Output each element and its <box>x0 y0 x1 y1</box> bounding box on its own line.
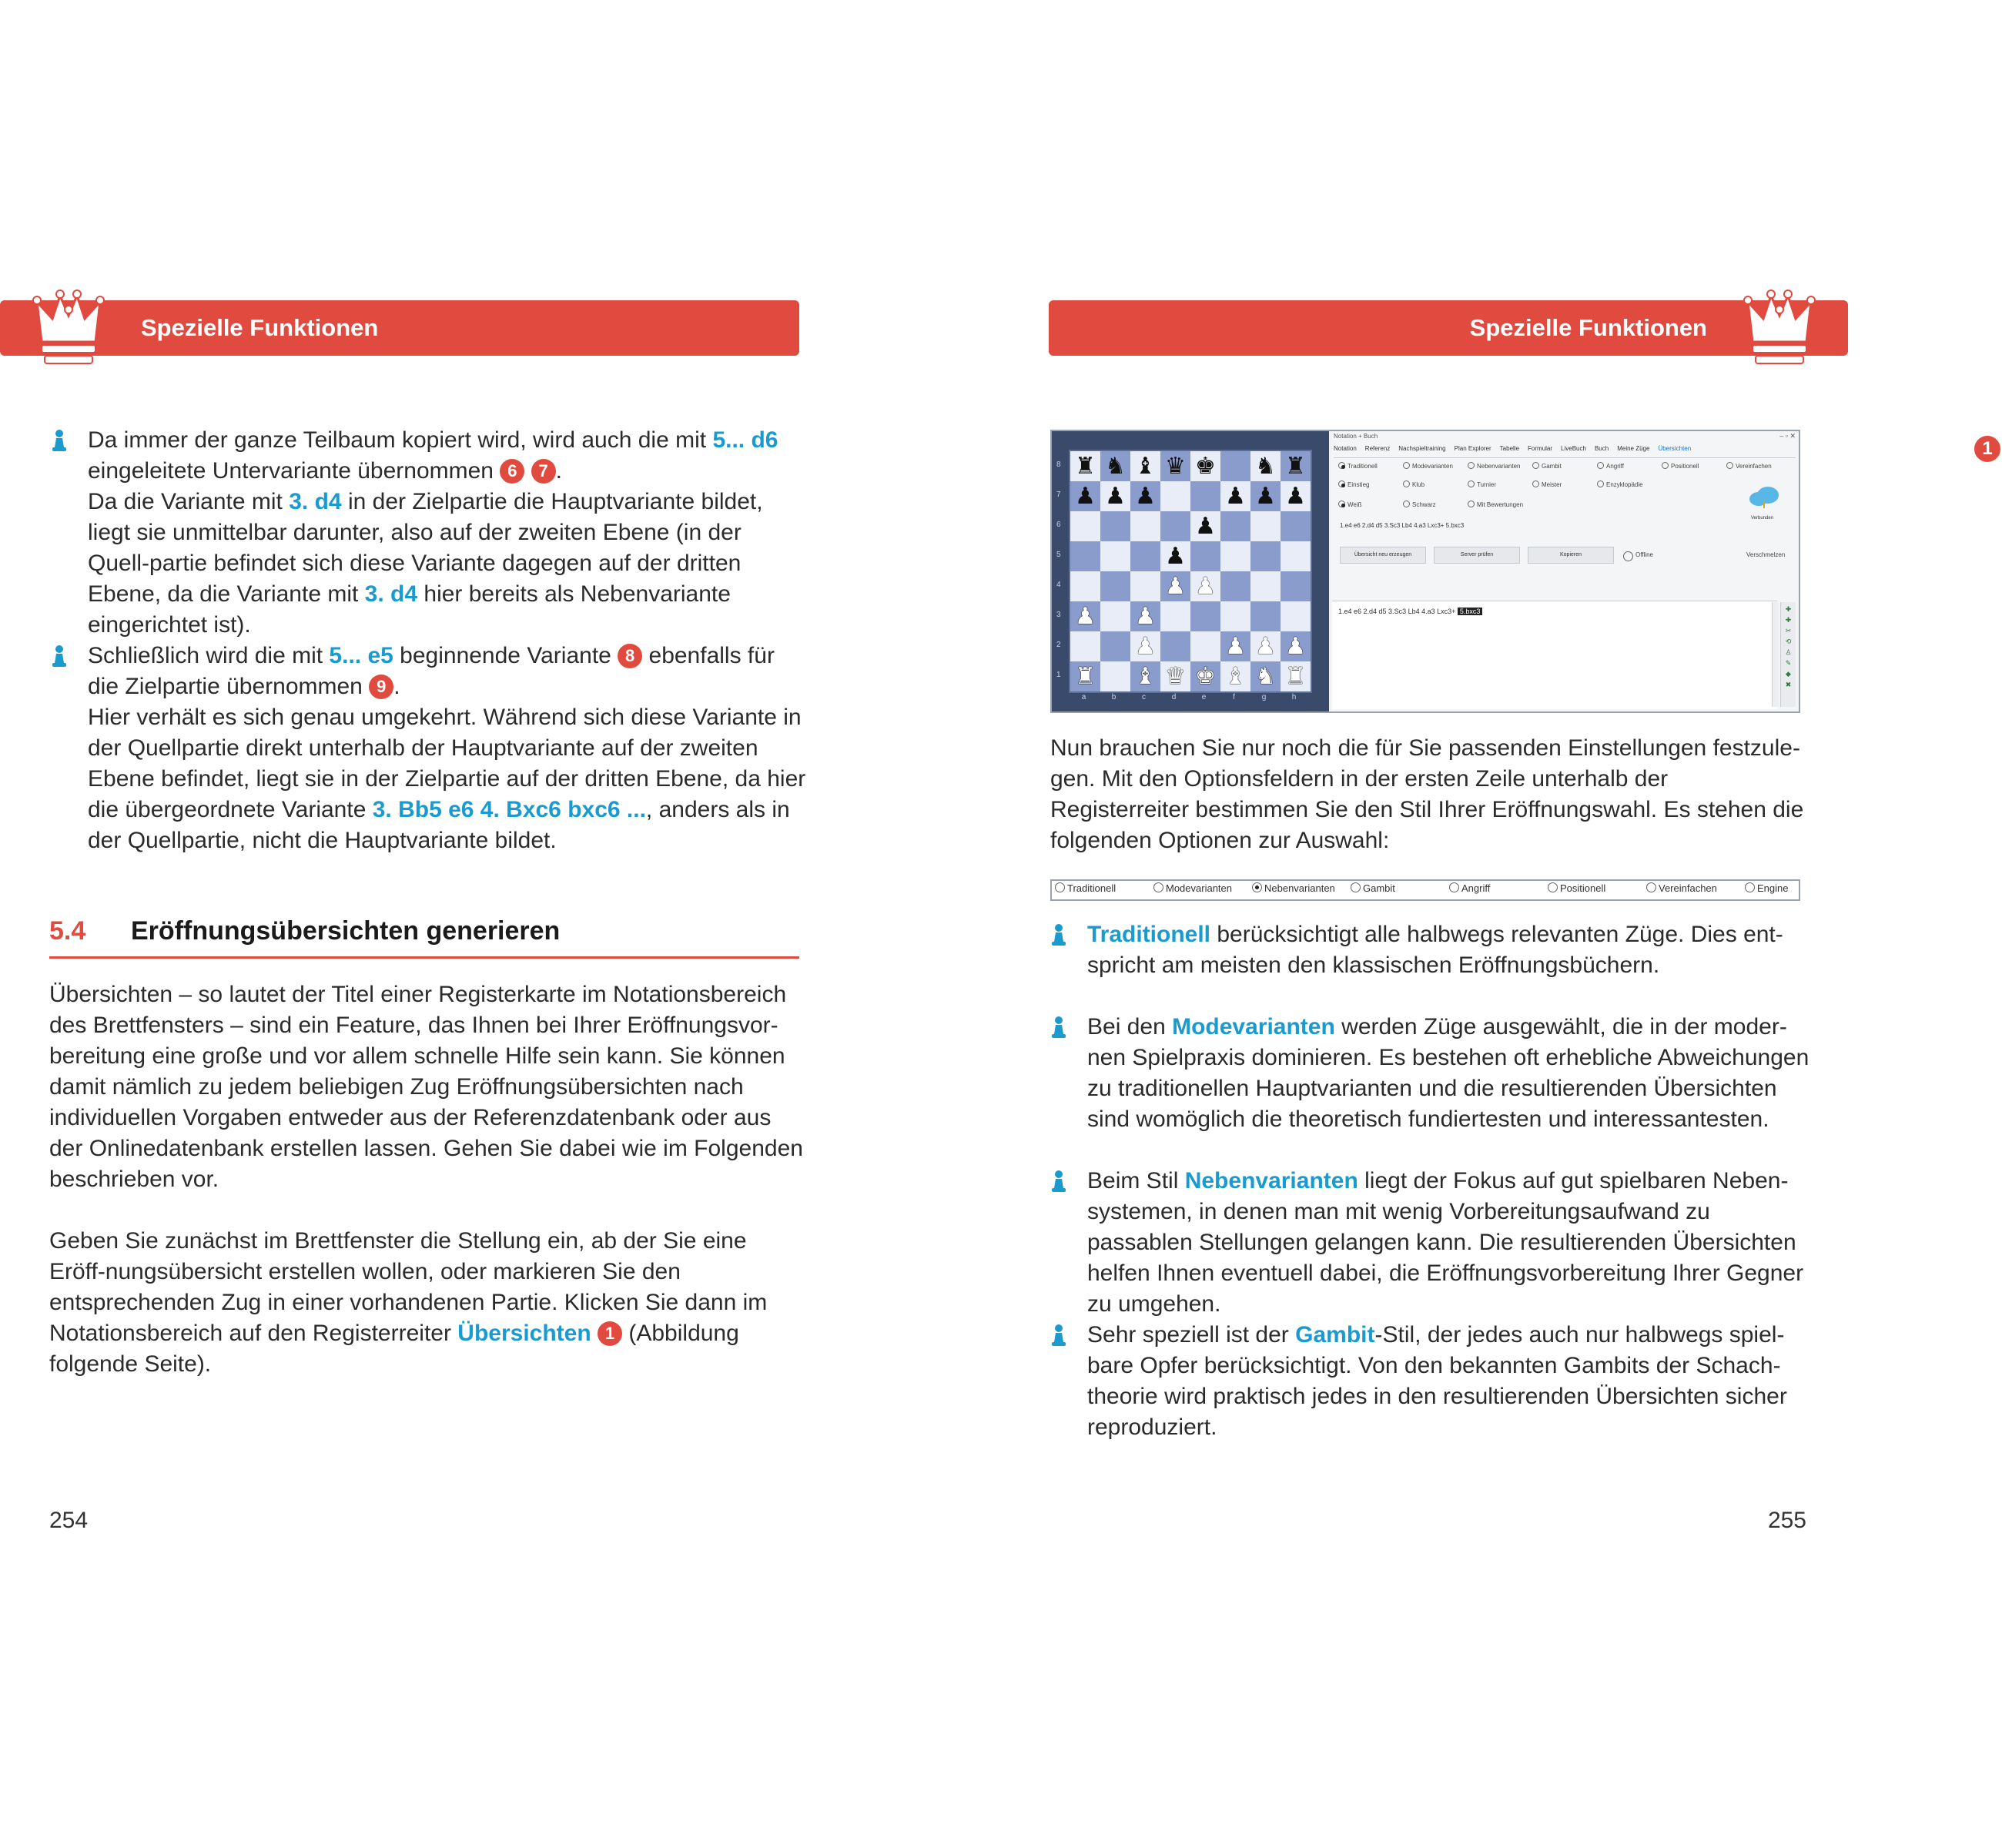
board-square[interactable] <box>1250 511 1281 541</box>
chapter-title: Spezielle Funktionen <box>1469 314 1707 341</box>
chess-piece[interactable]: ♟ <box>1135 632 1156 660</box>
board-square[interactable] <box>1250 481 1281 511</box>
text: berücksichtigt alle halbwegs relevanten Züge. Dies ent-spricht am meisten den klassischen Eröffnungsbüchern. <box>1087 922 1783 978</box>
radio-option[interactable]: Angriff <box>1597 462 1662 470</box>
board-square[interactable] <box>1250 571 1281 601</box>
current-move[interactable]: 5.bxc3 <box>1458 608 1483 615</box>
chess-app-screenshot <box>1050 430 1993 713</box>
toolbar-icon[interactable]: ⟲ <box>1785 638 1792 645</box>
radio-option[interactable]: Mit Bewertungen <box>1468 500 1532 508</box>
pawn-bullet-icon <box>1050 1324 1067 1347</box>
style-radio-option[interactable]: Angriff <box>1449 882 1490 894</box>
right-bullet-4 <box>1049 1320 1811 1443</box>
text: Geben Sie zunächst im Brettfenster die Stellung ein, ab der Sie eine Eröff-nungsübersicht erstellen wollen, oder markieren Sie den entsprechenden Zug in einer vorhandenen Partie. Klicken Sie dann im Notationsbereich auf den Registerreiter <box>49 1228 768 1346</box>
board-square[interactable] <box>1160 661 1190 691</box>
radio-option[interactable]: Traditionell <box>1338 462 1403 470</box>
chess-piece[interactable]: ♛ <box>1165 662 1186 690</box>
style-radio-option[interactable]: Positionell <box>1548 882 1605 894</box>
chess-piece[interactable]: ♟ <box>1225 482 1246 510</box>
board-square[interactable] <box>1281 511 1311 541</box>
chess-piece[interactable]: ♞ <box>1255 452 1276 480</box>
text: Hier verhält es sich genau umgekehrt. Während sich diese Variante in der Quellpartie direkt unterhalb der Hauptvariante auf der zweiten Ebene befindet, liegt sie in der Zielpartie auf der dritten Ebene, da hier die übergeordnete Variante <box>88 705 806 822</box>
text: . <box>393 674 400 699</box>
radio-option[interactable]: Modevarianten <box>1403 462 1468 470</box>
color-options <box>1338 500 1532 508</box>
right-bullet-1 <box>1049 919 1811 981</box>
text: Schließlich wird die mit <box>88 643 330 668</box>
left-paragraph-2 <box>49 1226 807 1380</box>
radio-option[interactable]: Schwarz <box>1403 500 1468 508</box>
chess-piece[interactable]: ♜ <box>1285 452 1306 480</box>
board-square[interactable] <box>1130 451 1160 481</box>
left-bullet-1 <box>49 425 807 641</box>
left-paragraph-1 <box>49 979 807 1195</box>
chess-piece[interactable]: ♚ <box>1195 662 1216 690</box>
board-square[interactable] <box>1250 451 1281 481</box>
board-square[interactable] <box>1100 631 1130 661</box>
chess-piece[interactable]: ♟ <box>1135 602 1156 630</box>
notation-moves: 1.e4 e6 2.d4 d5 3.Sc3 Lb4 4.a3 Lxc3+ <box>1338 608 1456 615</box>
option-name: Traditionell <box>1087 922 1211 947</box>
board-square[interactable] <box>1130 571 1160 601</box>
board-square[interactable] <box>1130 631 1160 661</box>
board-square[interactable] <box>1100 481 1130 511</box>
callout-badge: 6 <box>500 459 524 484</box>
tab-item[interactable]: Meine Züge <box>1617 445 1650 452</box>
offline-option[interactable] <box>1623 551 1653 561</box>
tab-item[interactable]: Plan Explorer <box>1454 445 1491 452</box>
board-square[interactable] <box>1100 511 1130 541</box>
board-square[interactable] <box>1190 601 1220 631</box>
callout-badge: 9 <box>369 675 393 699</box>
board-square[interactable] <box>1070 631 1100 661</box>
window-controls-icon[interactable]: – ▫ ✕ <box>1779 432 1796 440</box>
rank-label: 1 <box>1056 671 1061 679</box>
section-title: Eröffnungsübersichten generieren <box>131 916 561 946</box>
board-window <box>1052 431 1329 711</box>
paragraph: Übersichten – so lautet der Titel einer Registerkarte im Notationsbereich des Brettfensters – sind ein Feature, das Ihnen bei Ihrer Eröffnungsvor-bereitung eine große und vor allem schnelle Hilfe sein kann. Sie können damit nämlich zu jedem beliebigen Zug Eröffnungsübersichten nach individuellen Vorgaben entweder aus der Referenzdatenbank oder aus der Onlinedatenbank erstellen lassen. Gehen Sie dabei wie im Folgenden beschrieben vor. <box>49 982 803 1192</box>
board-square[interactable] <box>1070 511 1100 541</box>
text: Bei den <box>1087 1014 1173 1040</box>
toolbar-icon[interactable]: ✂ <box>1785 627 1792 634</box>
file-label: g <box>1261 693 1267 701</box>
toolbar-icon[interactable]: ✖ <box>1785 681 1792 688</box>
chess-piece[interactable]: ♟ <box>1075 602 1096 630</box>
chess-piece[interactable]: ♟ <box>1135 482 1156 510</box>
text: werden Züge ausgewählt, die in der moder-nen Spielpraxis dominieren. Es bestehen oft erhebliche Abweichungen zu traditionellen Hauptvarianten und die resultierenden Übersichten sind womöglich die theoretisch fundiertesten und interessantesten. <box>1087 1014 1810 1132</box>
board-square[interactable] <box>1250 601 1281 631</box>
move-line: 1.e4 e6 2.d4 d5 3.Sc3 Lb4 4.a3 Lxc3+ 5.bxc3 <box>1340 522 1465 529</box>
tab-item[interactable]: Referenz <box>1364 445 1391 452</box>
pawn-bullet-icon <box>51 644 68 668</box>
board-square[interactable] <box>1130 541 1160 571</box>
pawn-bullet-icon <box>1050 1170 1067 1193</box>
chess-piece[interactable]: ♛ <box>1165 452 1186 480</box>
paragraph: Nun brauchen Sie nur noch die für Sie passenden Einstellungen festzule-gen. Mit den Optionsfeldern in der ersten Zeile unterhalb der Registerreiter bestimmen Sie den Stil Ihrer Eröffnungswahl. Es stehen die folgenden Optionen zur Auswahl: <box>1050 735 1804 853</box>
board-square[interactable] <box>1160 541 1190 571</box>
rank-label: 3 <box>1056 611 1061 619</box>
board-square[interactable] <box>1160 631 1190 661</box>
file-label: d <box>1171 693 1177 701</box>
radio-option[interactable]: Nebenvarianten <box>1468 462 1532 470</box>
radio-option[interactable]: Weiß <box>1338 500 1403 508</box>
chess-piece[interactable]: ♟ <box>1165 542 1186 570</box>
text: Beim Stil <box>1087 1168 1185 1194</box>
chess-piece[interactable]: ♟ <box>1255 632 1276 660</box>
file-label: h <box>1291 693 1297 701</box>
callout-badge: 1 <box>598 1321 622 1346</box>
pawn-bullet-icon <box>1050 1016 1067 1039</box>
rank-label: 7 <box>1056 490 1061 499</box>
page-number-left: 254 <box>49 1508 89 1533</box>
style-options <box>1338 462 1791 470</box>
style-option-strip <box>1050 879 1800 901</box>
board-square[interactable] <box>1130 511 1160 541</box>
board-square[interactable] <box>1220 511 1250 541</box>
offline-label: Offline <box>1635 551 1653 558</box>
check-server-button[interactable]: Server prüfen <box>1434 547 1520 564</box>
text: liegt der Fokus auf gut spielbaren Neben-systemen, in denen man mit wenig Vorbereitungsaufwand zu passablen Stellungen gelangen kann. Die resultierenden Übersichten helfen Ihnen eventuell dabei, die Eröffnungsvorbereitung Ihrer Gegner zu umgehen. <box>1087 1168 1804 1317</box>
chess-piece[interactable]: ♞ <box>1255 662 1276 690</box>
move-highlight: 3. d4 <box>364 581 418 607</box>
board-square[interactable] <box>1190 511 1220 541</box>
board-square[interactable] <box>1070 541 1100 571</box>
section-number: 5.4 <box>49 916 86 946</box>
window-title: Notation + Buch <box>1334 433 1378 440</box>
tab-item[interactable]: Tabelle <box>1499 445 1520 452</box>
chess-piece[interactable]: ♟ <box>1285 632 1306 660</box>
text: eingeleitete Untervariante übernommen <box>88 458 500 484</box>
board-square[interactable] <box>1070 661 1100 691</box>
board-square[interactable] <box>1220 451 1250 481</box>
move-highlight: 5... e5 <box>329 643 393 668</box>
board-square[interactable] <box>1220 481 1250 511</box>
tab-item[interactable]: Nachspieltraining <box>1398 445 1446 452</box>
file-label: c <box>1142 693 1146 701</box>
board-square[interactable] <box>1100 541 1130 571</box>
text: ebenfalls für die Zielpartie übernommen <box>88 643 775 699</box>
radio-option[interactable]: Klub <box>1403 480 1468 488</box>
rank-label: 5 <box>1056 551 1061 559</box>
right-bullet-3 <box>1049 1166 1811 1320</box>
chess-piece[interactable]: ♟ <box>1105 482 1126 510</box>
board-square[interactable] <box>1281 631 1311 661</box>
board-square[interactable] <box>1160 601 1190 631</box>
chess-piece[interactable]: ♚ <box>1195 452 1216 480</box>
board-square[interactable] <box>1070 601 1100 631</box>
text: Sehr speziell ist der <box>1087 1322 1296 1348</box>
board-square[interactable] <box>1281 541 1311 571</box>
radio-option[interactable]: Einstieg <box>1338 480 1403 488</box>
level-options <box>1338 480 1662 488</box>
merge-label: Verschmelzen <box>1746 551 1786 558</box>
callout-badge: 7 <box>531 459 556 484</box>
board-square[interactable] <box>1100 571 1130 601</box>
board-square[interactable] <box>1100 601 1130 631</box>
board-square[interactable] <box>1070 571 1100 601</box>
text: . <box>555 458 562 484</box>
board-square[interactable] <box>1281 571 1311 601</box>
callout-badge: 1 <box>1973 434 2002 464</box>
board-square[interactable] <box>1070 451 1100 481</box>
chess-piece[interactable]: ♝ <box>1225 662 1246 690</box>
file-labels <box>1069 693 1309 701</box>
chapter-header-right <box>1049 300 1848 356</box>
board-square[interactable] <box>1190 661 1220 691</box>
chess-piece[interactable]: ♜ <box>1075 452 1096 480</box>
notation-area[interactable] <box>1332 601 1777 709</box>
board-square[interactable] <box>1070 481 1100 511</box>
copy-button[interactable]: Kopieren <box>1528 547 1614 564</box>
rank-label: 8 <box>1056 460 1061 469</box>
text: beginnende Variante <box>393 643 618 668</box>
chess-piece[interactable]: ♟ <box>1285 482 1306 510</box>
file-label: f <box>1233 693 1235 701</box>
tab-item[interactable]: Buch <box>1594 445 1609 452</box>
chess-piece[interactable]: ♟ <box>1225 632 1246 660</box>
section-heading <box>49 913 799 959</box>
toolbar-icon[interactable]: ♙ <box>1785 648 1792 656</box>
tab-item[interactable]: LiveBuch <box>1561 445 1586 452</box>
board-square[interactable] <box>1281 481 1311 511</box>
board-square[interactable] <box>1130 601 1160 631</box>
text: (Abbildung folgende Seite). <box>49 1321 739 1377</box>
rank-label: 2 <box>1056 641 1061 649</box>
rank-label: 4 <box>1056 581 1061 589</box>
toolbar-icon[interactable]: ◆ <box>1786 670 1791 678</box>
board-square[interactable] <box>1281 451 1311 481</box>
move-highlight: 3. d4 <box>289 489 342 514</box>
chess-piece[interactable]: ♟ <box>1075 482 1096 510</box>
board-square[interactable] <box>1190 571 1220 601</box>
style-radio-option[interactable]: Modevarianten <box>1153 882 1232 894</box>
notation-toolbar <box>1780 602 1796 707</box>
regenerate-button[interactable]: Übersicht neu erzeugen <box>1340 547 1426 564</box>
chess-piece[interactable]: ♞ <box>1105 452 1126 480</box>
file-label: b <box>1111 693 1116 701</box>
board-square[interactable] <box>1100 661 1130 691</box>
board-square[interactable] <box>1130 661 1160 691</box>
tab-item[interactable]: Übersichten <box>1658 445 1692 452</box>
radio-option[interactable]: Gambit <box>1532 462 1597 470</box>
text: , anders als in der Quellpartie, nicht die Hauptvariante bildet. <box>88 797 790 853</box>
notation-pane <box>1331 431 1993 711</box>
radio-option[interactable]: Vereinfachen <box>1726 462 1791 470</box>
toolbar-icon[interactable]: ✚ <box>1785 605 1792 613</box>
callout-badge: 8 <box>618 644 642 668</box>
board-square[interactable] <box>1250 541 1281 571</box>
text: Da die Variante mit <box>88 489 290 514</box>
board-square[interactable] <box>1190 481 1220 511</box>
text: hier bereits als Nebenvariante eingerichtet ist). <box>88 581 731 638</box>
rank-label: 6 <box>1056 521 1061 529</box>
tab-item[interactable]: Formular <box>1528 445 1553 452</box>
cloud-icon <box>1746 485 1782 508</box>
option-name: Gambit <box>1295 1322 1375 1348</box>
pawn-bullet-icon <box>51 429 68 452</box>
board-square[interactable] <box>1160 511 1190 541</box>
board-square[interactable] <box>1220 601 1250 631</box>
board-square[interactable] <box>1130 481 1160 511</box>
move-highlight: 5... d6 <box>712 427 778 453</box>
board-square[interactable] <box>1281 601 1311 631</box>
scrollbar[interactable] <box>1772 602 1779 707</box>
tab-name-highlight: Übersichten <box>457 1321 591 1346</box>
text: -Stil, der jedes auch nur halbwegs spiel-bare Opfer berücksichtigt. Von den bekannten Gambits der Schach-theorie wird praktisch jedes in den resultierenden Übersichten sicher reproduziert. <box>1087 1322 1787 1440</box>
toolbar-icon[interactable]: ✚ <box>1785 616 1792 624</box>
chess-piece[interactable]: ♟ <box>1195 572 1216 600</box>
merge-option[interactable] <box>1746 551 1785 558</box>
right-paragraph-1 <box>1050 733 1810 856</box>
board-square[interactable] <box>1160 451 1190 481</box>
tab-bar <box>1334 445 1796 458</box>
board-square[interactable] <box>1190 451 1220 481</box>
text: in der Zielpartie die Hauptvariante bildet, liegt sie unmittelbar darunter, also auf der zweiten Ebene (in der Quell-partie befindet sich diese Variante dagegen auf der dritten Ebene, da die Variante mit <box>88 489 763 607</box>
file-label: a <box>1081 693 1086 701</box>
pawn-bullet-icon <box>1050 923 1067 946</box>
radio-option[interactable]: Meister <box>1532 480 1597 488</box>
board-square[interactable] <box>1160 571 1190 601</box>
move-highlight: 3. Bb5 e6 4. Bxc6 bxc6 ... <box>372 797 646 822</box>
style-radio-option[interactable]: Nebenvarianten <box>1252 882 1335 894</box>
page-number-right: 255 <box>1767 1508 1806 1533</box>
board-square[interactable] <box>1220 631 1250 661</box>
radio-option[interactable]: Turnier <box>1468 480 1532 488</box>
board-square[interactable] <box>1281 661 1311 691</box>
rank-labels <box>1056 450 1061 690</box>
chess-piece[interactable]: ♟ <box>1255 482 1276 510</box>
cloud-label: Verbunden <box>1751 516 1774 521</box>
board-square[interactable] <box>1100 451 1130 481</box>
chess-piece[interactable]: ♜ <box>1075 662 1096 690</box>
radio-option[interactable]: Enzyklopädie <box>1597 480 1662 488</box>
chess-piece[interactable]: ♟ <box>1195 512 1216 540</box>
chess-piece[interactable]: ♟ <box>1165 572 1186 600</box>
crown-icon <box>34 288 103 367</box>
board-square[interactable] <box>1160 481 1190 511</box>
text: Da immer der ganze Teilbaum kopiert wird, wird auch die mit <box>88 427 713 453</box>
board-square[interactable] <box>1250 661 1281 691</box>
chess-piece[interactable]: ♜ <box>1285 662 1306 690</box>
style-radio-option[interactable]: Engine <box>1745 882 1788 894</box>
board-square[interactable] <box>1190 541 1220 571</box>
right-bullet-2 <box>1049 1012 1811 1135</box>
board-square[interactable] <box>1220 661 1250 691</box>
chapter-header-left <box>0 300 799 356</box>
radio-option[interactable]: Positionell <box>1662 462 1726 470</box>
board-square[interactable] <box>1220 571 1250 601</box>
tab-item[interactable]: Notation <box>1334 445 1357 452</box>
chess-piece[interactable]: ♝ <box>1135 662 1156 690</box>
toolbar-icon[interactable]: ✎ <box>1785 659 1792 667</box>
left-bullet-2 <box>49 641 807 856</box>
style-radio-option[interactable]: Traditionell <box>1055 882 1116 894</box>
chess-piece[interactable]: ♝ <box>1135 452 1156 480</box>
file-label: e <box>1201 693 1207 701</box>
board-square[interactable] <box>1250 631 1281 661</box>
option-name: Nebenvarianten <box>1184 1168 1358 1194</box>
crown-icon <box>1745 288 1814 367</box>
style-radio-option[interactable]: Vereinfachen <box>1646 882 1717 894</box>
option-name: Modevarianten <box>1172 1014 1335 1040</box>
chess-board[interactable] <box>1069 450 1312 693</box>
style-radio-option[interactable]: Gambit <box>1351 882 1395 894</box>
board-square[interactable] <box>1190 631 1220 661</box>
board-square[interactable] <box>1220 541 1250 571</box>
chapter-title: Spezielle Funktionen <box>141 314 379 341</box>
